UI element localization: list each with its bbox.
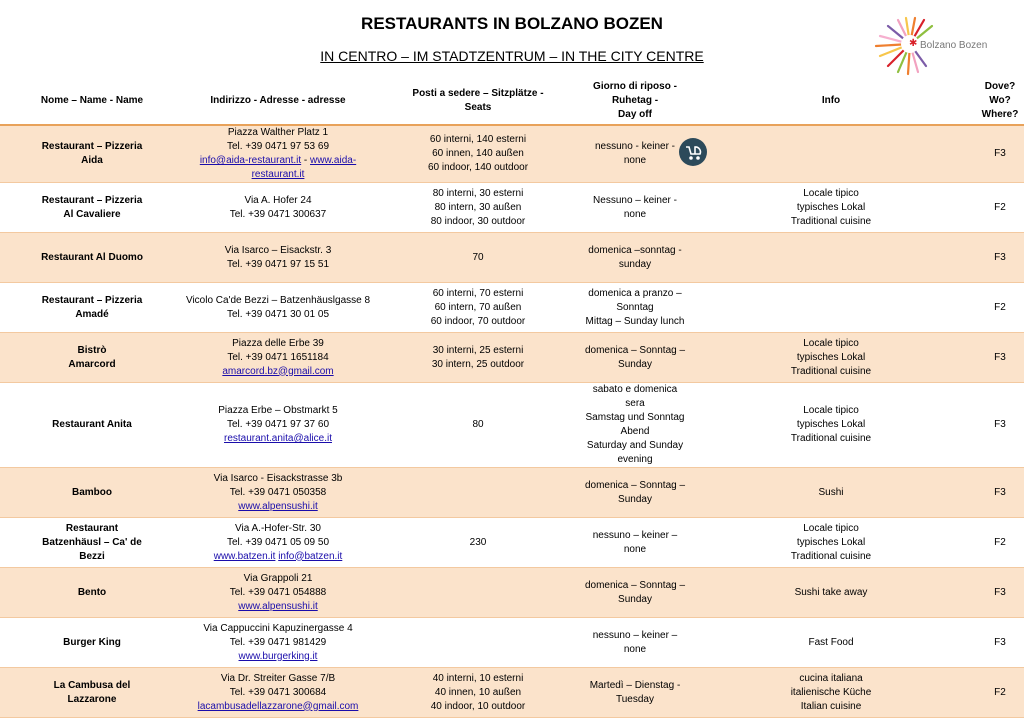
restaurant-address: Via Dr. Streiter Gasse 7/B Tel. +39 0471 300684 lacambusadellazzarone@gmail.com <box>184 668 372 718</box>
location-code: F2 <box>976 518 1024 568</box>
restaurant-address: Via Cappuccini Kapuzinergasse 4 Tel. +39 0471 981429 www.burgerking.it <box>184 618 372 668</box>
restaurant-address: Vicolo Ca'de Bezzi – Batzenhäuslgasse 8 Tel. +39 0471 30 01 05 <box>184 283 372 333</box>
contact-links <box>184 600 372 614</box>
website-link[interactable]: www.aida-restaurant.it <box>251 155 357 180</box>
restaurant-address: Via Isarco - Eisackstrasse 3b Tel. +39 0471 050358 www.alpensushi.it <box>184 468 372 518</box>
seats-info: 80 interni, 30 esterni 80 intern, 30 außen 80 indoor, 30 outdoor <box>372 183 584 233</box>
table-row <box>0 618 1024 668</box>
restaurant-info: cucina italiana italienische Küche Italian cuisine <box>686 668 976 718</box>
logo-text: Bolzano Bozen <box>920 40 988 51</box>
website-link[interactable]: www.batzen.it <box>213 550 276 562</box>
contact-links <box>184 432 372 446</box>
day-off: domenica – Sonntag – Sunday <box>584 333 686 383</box>
table-row <box>0 233 1024 283</box>
contact-links <box>184 700 372 714</box>
day-off: nessuno – keiner – none <box>584 618 686 668</box>
contact-links: info@aida-restaurant.it - www.aida-restaurant.it <box>199 155 357 180</box>
location-code: F2 <box>976 183 1024 233</box>
restaurant-address: Via Grappoli 21 Tel. +39 0471 054888 www.alpensushi.it <box>184 568 372 618</box>
seats-info: 70 <box>372 233 584 283</box>
day-off: domenica a pranzo – Sonntag Mittag – Sunday lunch <box>584 283 686 333</box>
table-row <box>0 668 1024 718</box>
day-off: sabato e domenica sera Samstag und Sonntag Abend Saturday and Sunday evening <box>584 383 686 468</box>
day-off: nessuno - keiner - none <box>584 125 686 183</box>
header-row <box>0 78 1024 125</box>
restaurant-info <box>686 233 976 283</box>
seats-info: 230 <box>372 518 584 568</box>
seats-info: 60 interni, 140 esterni 60 innen, 140 außen 60 indoor, 140 outdoor <box>372 125 584 183</box>
table-row <box>0 125 1024 183</box>
day-off: Nessuno – keiner - none <box>584 183 686 233</box>
header-info: Info <box>686 78 976 125</box>
seats-info <box>372 618 584 668</box>
location-code: F3 <box>976 568 1024 618</box>
restaurant-info: Sushi take away <box>686 568 976 618</box>
header-seats: Posti a sedere – Sitzplätze - Seats <box>372 78 584 125</box>
header-dayoff: Giorno di riposo - Ruhetag - Day off <box>584 78 686 125</box>
restaurant-address: Piazza delle Erbe 39 Tel. +39 0471 1651184 amarcord.bz@gmail.com <box>184 333 372 383</box>
location-code: F3 <box>976 618 1024 668</box>
restaurant-address: Via A. Hofer 24 Tel. +39 0471 300637 <box>184 183 372 233</box>
table-row <box>0 183 1024 233</box>
email-link[interactable]: info@aida-restaurant.it <box>199 155 302 166</box>
location-code: F3 <box>976 233 1024 283</box>
location-code: F3 <box>976 383 1024 468</box>
seats-info: 30 interni, 25 esterni 30 intern, 25 outdoor <box>372 333 584 383</box>
day-off: domenica – Sonntag – Sunday <box>584 468 686 518</box>
location-code: F3 <box>976 125 1024 183</box>
header-name: Nome – Name - Name <box>0 78 184 125</box>
restaurant-address: Piazza Erbe – Obstmarkt 5 Tel. +39 0471 97 37 60 restaurant.anita@alice.it <box>184 383 372 468</box>
restaurant-info <box>686 283 976 333</box>
seats-info <box>372 568 584 618</box>
restaurant-info: Locale tipico typisches Lokal Traditional cuisine <box>686 333 976 383</box>
location-code: F3 <box>976 333 1024 383</box>
header-address: Indirizzo - Adresse - adresse <box>184 78 372 125</box>
restaurant-name: Bamboo <box>0 468 184 518</box>
contact-links <box>184 650 372 664</box>
table-row <box>0 333 1024 383</box>
restaurant-info: Locale tipico typisches Lokal Traditional cuisine <box>686 518 976 568</box>
restaurant-name: Restaurant – Pizzeria Al Cavaliere <box>0 183 184 233</box>
email-link[interactable]: info@batzen.it <box>278 550 343 562</box>
table-row <box>0 518 1024 568</box>
restaurant-name: Restaurant – Pizzeria Amadé <box>0 283 184 333</box>
email-link[interactable]: restaurant.anita@alice.it <box>224 433 332 444</box>
restaurant-address: Via A.-Hofer-Str. 30 Tel. +39 0471 05 09 50 www.batzen.it info@batzen.it <box>184 518 372 568</box>
contact-links <box>184 365 372 379</box>
restaurant-name: Restaurant Anita <box>0 383 184 468</box>
table-row <box>0 568 1024 618</box>
restaurant-table <box>0 78 1024 718</box>
restaurant-name: La Cambusa del Lazzarone <box>0 668 184 718</box>
restaurant-name: Burger King <box>0 618 184 668</box>
table-row <box>0 468 1024 518</box>
restaurant-info <box>686 125 976 183</box>
stroller-icon <box>678 137 708 167</box>
restaurant-info: Sushi <box>686 468 976 518</box>
page-subtitle: IN CENTRO – IM STADTZENTRUM – IN THE CITY CENTRE <box>320 48 704 64</box>
restaurant-name: Bento <box>0 568 184 618</box>
email-link[interactable]: amarcord.bz@gmail.com <box>222 365 334 377</box>
contact-links <box>184 550 372 564</box>
restaurant-address: Piazza Walther Platz 1 Tel. +39 0471 97 53 69 info@aida-restaurant.it - www.aida-restaurant.it <box>184 125 372 183</box>
restaurant-info: Locale tipico typisches Lokal Traditional cuisine <box>686 383 976 468</box>
header-where: Dove? Wo? Where? <box>976 78 1024 125</box>
restaurant-address: Via Isarco – Eisackstr. 3 Tel. +39 0471 97 15 51 <box>184 233 372 283</box>
seats-info: 80 <box>372 383 584 468</box>
website-link[interactable]: www.alpensushi.it <box>238 500 318 512</box>
day-off: domenica –sonntag - sunday <box>584 233 686 283</box>
table-row <box>0 283 1024 333</box>
location-code: F2 <box>976 283 1024 333</box>
table-row <box>0 383 1024 468</box>
location-code: F2 <box>976 668 1024 718</box>
restaurant-name: Restaurant – Pizzeria Aida <box>0 125 184 183</box>
restaurant-info: Locale tipico typisches Lokal Traditional cuisine <box>686 183 976 233</box>
restaurant-info: Fast Food <box>686 618 976 668</box>
day-off: Martedì – Dienstag - Tuesday <box>584 668 686 718</box>
logo-star-icon: ✱ <box>909 38 918 49</box>
seats-info <box>372 468 584 518</box>
restaurant-name: Restaurant Batzenhäusl – Ca' de Bezzi <box>0 518 184 568</box>
contact-links <box>184 500 372 514</box>
website-link[interactable]: www.alpensushi.it <box>238 600 318 612</box>
page-title: RESTAURANTS IN BOLZANO BOZEN <box>361 14 663 33</box>
location-code: F3 <box>976 468 1024 518</box>
day-off: domenica – Sonntag – Sunday <box>584 568 686 618</box>
seats-info: 60 interni, 70 esterni 60 intern, 70 außen 60 indoor, 70 outdoor <box>372 283 584 333</box>
website-link[interactable]: www.burgerking.it <box>238 650 318 662</box>
email-link[interactable]: lacambusadellazzarone@gmail.com <box>197 700 359 712</box>
restaurant-name: Restaurant Al Duomo <box>0 233 184 283</box>
seats-info: 40 interni, 10 esterni 40 innen, 10 außen 40 indoor, 10 outdoor <box>372 668 584 718</box>
day-off: nessuno – keiner – none <box>584 518 686 568</box>
restaurant-name: Bistrò Amarcord <box>0 333 184 383</box>
